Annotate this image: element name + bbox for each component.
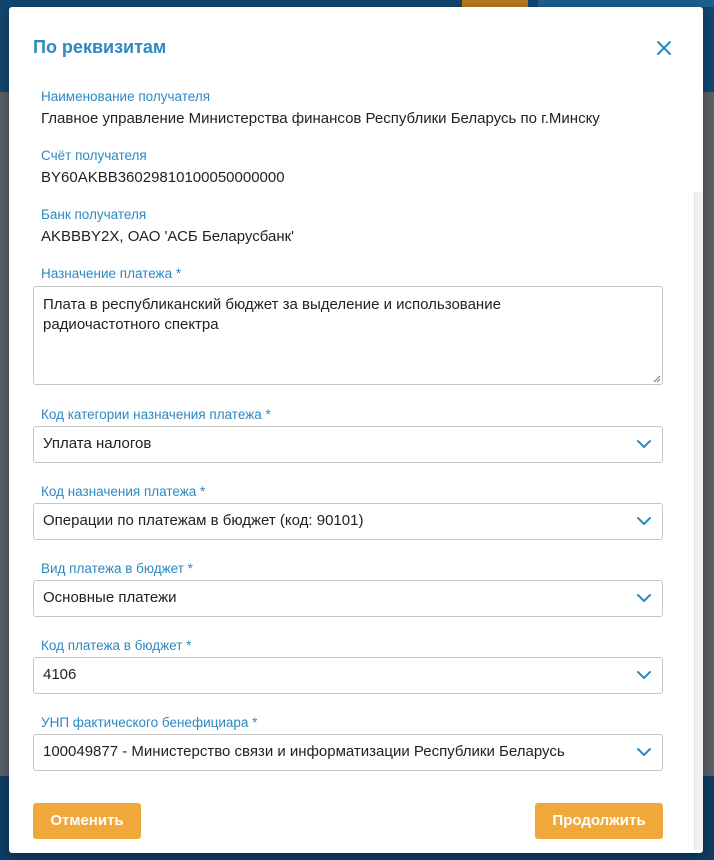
resize-handle-icon[interactable] — [651, 373, 661, 383]
recipient-name-value: Главное управление Министерства финансов Республики Беларусь по г.Минску — [41, 110, 600, 127]
chevron-down-icon — [636, 591, 652, 605]
recipient-account-label: Счёт получателя — [41, 148, 147, 163]
budget-payment-type-label: Вид платежа в бюджет * — [41, 561, 193, 576]
purpose-code-select[interactable] — [33, 503, 663, 540]
purpose-code-value: Операции по платежам в бюджет (код: 90101) — [43, 512, 364, 529]
beneficiary-unp-label: УНП фактического бенефициара * — [41, 715, 258, 730]
background-blue-button — [538, 0, 714, 7]
budget-payment-code-label: Код платежа в бюджет * — [41, 638, 192, 653]
payment-purpose-label: Назначение платежа * — [41, 266, 182, 281]
chevron-down-icon — [636, 745, 652, 759]
modal-title: По реквизитам — [33, 37, 167, 57]
recipient-account-value: BY60AKBB36029810100050000000 — [41, 169, 285, 186]
requisites-modal — [9, 7, 703, 853]
payment-purpose-text: Плата в республиканский бюджет за выделение и использование радиочастотного спектра — [43, 296, 501, 333]
recipient-bank-value: AKBBBY2X, ОАО 'АСБ Беларусбанк' — [41, 228, 295, 245]
category-code-value: Уплата налогов — [43, 435, 152, 452]
continue-button[interactable]: Продолжить — [535, 803, 663, 839]
payment-purpose-textarea[interactable] — [33, 286, 663, 385]
cancel-button[interactable]: Отменить — [33, 803, 141, 839]
close-icon[interactable] — [653, 37, 675, 59]
category-code-label: Код категории назначения платежа * — [41, 407, 271, 422]
beneficiary-unp-select[interactable] — [33, 734, 663, 771]
recipient-name-label: Наименование получателя — [41, 89, 211, 104]
beneficiary-unp-value: 100049877 - Министерство связи и информатизации Республики Беларусь — [43, 743, 565, 760]
budget-payment-type-value: Основные платежи — [43, 589, 177, 606]
modal-scrollbar[interactable] — [694, 192, 703, 850]
budget-payment-type-select[interactable] — [33, 580, 663, 617]
background-orange-button — [462, 0, 528, 7]
chevron-down-icon — [636, 668, 652, 682]
chevron-down-icon — [636, 514, 652, 528]
budget-payment-code-value: 4106 — [43, 666, 77, 683]
budget-payment-code-select[interactable] — [33, 657, 663, 694]
chevron-down-icon — [636, 437, 652, 451]
purpose-code-label: Код назначения платежа * — [41, 484, 206, 499]
category-code-select[interactable] — [33, 426, 663, 463]
recipient-bank-label: Банк получателя — [41, 207, 147, 222]
